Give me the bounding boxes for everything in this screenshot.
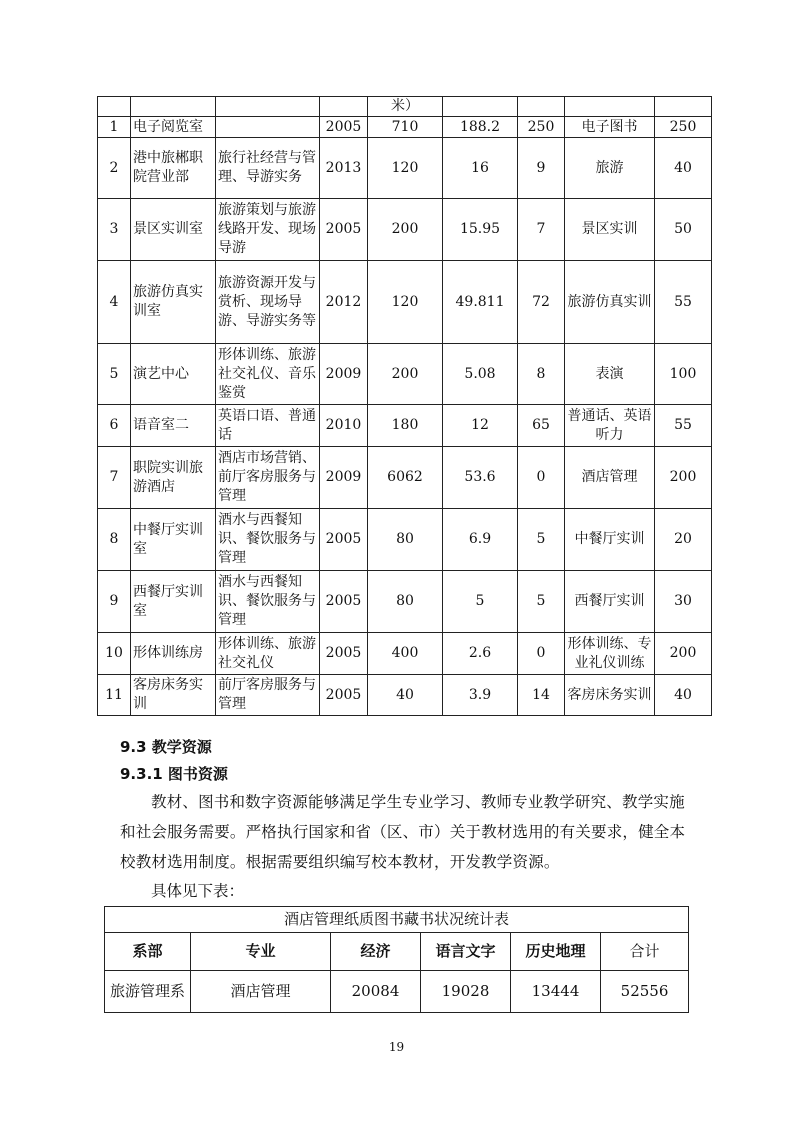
table-intro-text: 具体见下表： bbox=[151, 882, 245, 900]
header-empty-cell bbox=[320, 97, 368, 117]
cell-equipment-value: 3.9 bbox=[443, 675, 518, 716]
cell-number: 9 bbox=[98, 571, 131, 633]
header-empty-cell bbox=[518, 97, 565, 117]
cell-year: 2005 bbox=[320, 509, 368, 571]
facilities-table bbox=[97, 96, 712, 716]
cell-area: 6062 bbox=[368, 447, 443, 509]
cell-number: 4 bbox=[98, 261, 131, 344]
cell-number: 11 bbox=[98, 675, 131, 716]
cell-equipment-units: 250 bbox=[518, 117, 565, 138]
cell-courses: 酒水与西餐知识、餐饮服务与管理 bbox=[216, 509, 320, 571]
cell-equipment-value: 12 bbox=[443, 405, 518, 447]
cell-year: 2005 bbox=[320, 571, 368, 633]
cell-room-name: 职院实训旅游酒店 bbox=[131, 447, 216, 509]
table-row bbox=[98, 571, 712, 633]
cell-equipment-value: 188.2 bbox=[443, 117, 518, 138]
cell-area: 200 bbox=[368, 199, 443, 261]
cell-equipment-value: 49.811 bbox=[443, 261, 518, 344]
cell-number: 2 bbox=[98, 138, 131, 199]
header-empty-cell bbox=[655, 97, 712, 117]
header-empty-cell bbox=[98, 97, 131, 117]
table-row bbox=[98, 117, 712, 138]
cell-room-name: 电子阅览室 bbox=[131, 117, 216, 138]
cell-area: 180 bbox=[368, 405, 443, 447]
cell-area: 400 bbox=[368, 633, 443, 675]
cell-courses: 形体训练、旅游社交礼仪 bbox=[216, 633, 320, 675]
cell-number: 7 bbox=[98, 447, 131, 509]
header-history: 历史地理 bbox=[511, 933, 601, 971]
cell-capacity: 50 bbox=[655, 199, 712, 261]
cell-equipment-units: 14 bbox=[518, 675, 565, 716]
header-empty-cell bbox=[443, 97, 518, 117]
cell-equipment-value: 5.08 bbox=[443, 344, 518, 405]
page-number: 19 bbox=[388, 1040, 405, 1054]
cell-year: 2005 bbox=[320, 633, 368, 675]
table-row bbox=[98, 261, 712, 344]
cell-area: 40 bbox=[368, 675, 443, 716]
cell-year: 2012 bbox=[320, 261, 368, 344]
cell-equipment-units: 7 bbox=[518, 199, 565, 261]
table-row bbox=[98, 138, 712, 199]
header-empty-cell bbox=[216, 97, 320, 117]
table-row bbox=[98, 447, 712, 509]
cell-area: 120 bbox=[368, 261, 443, 344]
cell-training-project: 酒店管理 bbox=[565, 447, 655, 509]
cell-capacity: 55 bbox=[655, 261, 712, 344]
cell-equipment-units: 5 bbox=[518, 509, 565, 571]
section-heading-9-3-1: 9.3.1 图书资源 bbox=[120, 765, 228, 783]
cell-room-name: 港中旅郴职院营业部 bbox=[131, 138, 216, 199]
cell-equipment-units: 0 bbox=[518, 633, 565, 675]
cell-capacity: 40 bbox=[655, 138, 712, 199]
cell-courses: 旅游策划与旅游线路开发、现场导游 bbox=[216, 199, 320, 261]
cell-room-name: 形体训练房 bbox=[131, 633, 216, 675]
cell-training-project: 客房床务实训 bbox=[565, 675, 655, 716]
cell-courses: 酒水与西餐知识、餐饮服务与管理 bbox=[216, 571, 320, 633]
cell-room-name: 语音室二 bbox=[131, 405, 216, 447]
cell-training-project: 形体训练、专业礼仪训练 bbox=[565, 633, 655, 675]
cell-room-name: 景区实训室 bbox=[131, 199, 216, 261]
cell-courses: 旅游资源开发与赏析、现场导游、导游实务等 bbox=[216, 261, 320, 344]
table-row bbox=[98, 675, 712, 716]
table-row bbox=[98, 199, 712, 261]
table-row bbox=[98, 633, 712, 675]
cell-training-project: 景区实训 bbox=[565, 199, 655, 261]
header-empty-cell bbox=[131, 97, 216, 117]
cell-training-project: 中餐厅实训 bbox=[565, 509, 655, 571]
cell-equipment-value: 53.6 bbox=[443, 447, 518, 509]
header-empty-cell bbox=[565, 97, 655, 117]
cell-year: 2010 bbox=[320, 405, 368, 447]
cell-number: 10 bbox=[98, 633, 131, 675]
header-total: 合计 bbox=[601, 933, 689, 971]
cell-training-project: 旅游 bbox=[565, 138, 655, 199]
cell-equipment-value: 6.9 bbox=[443, 509, 518, 571]
cell-training-project: 旅游仿真实训 bbox=[565, 261, 655, 344]
cell-equipment-value: 5 bbox=[443, 571, 518, 633]
cell-total: 52556 bbox=[601, 971, 689, 1013]
cell-equipment-units: 72 bbox=[518, 261, 565, 344]
cell-room-name: 客房床务实训 bbox=[131, 675, 216, 716]
body-paragraph: 教材、图书和数字资源能够满足学生专业学习、教师专业教学研究、教学实施和社会服务需要。严格执行国家和省（区、市）关于教材选用的有关要求，健全本校教材选用制度。根据需要组织编写校本教材，开发教学资源。 bbox=[120, 793, 686, 871]
cell-area: 80 bbox=[368, 509, 443, 571]
cell-year: 2009 bbox=[320, 447, 368, 509]
cell-equipment-units: 5 bbox=[518, 571, 565, 633]
cell-equipment-units: 65 bbox=[518, 405, 565, 447]
cell-equipment-units: 9 bbox=[518, 138, 565, 199]
cell-year: 2005 bbox=[320, 675, 368, 716]
cell-capacity: 20 bbox=[655, 509, 712, 571]
cell-area: 120 bbox=[368, 138, 443, 199]
cell-equipment-units: 0 bbox=[518, 447, 565, 509]
cell-year: 2009 bbox=[320, 344, 368, 405]
cell-history: 13444 bbox=[511, 971, 601, 1013]
cell-training-project: 表演 bbox=[565, 344, 655, 405]
cell-room-name: 中餐厅实训室 bbox=[131, 509, 216, 571]
cell-courses bbox=[216, 117, 320, 138]
cell-training-project: 电子图书 bbox=[565, 117, 655, 138]
cell-capacity: 30 bbox=[655, 571, 712, 633]
table-row bbox=[98, 344, 712, 405]
cell-courses: 前厅客房服务与管理 bbox=[216, 675, 320, 716]
header-major: 专业 bbox=[191, 933, 331, 971]
cell-room-name: 演艺中心 bbox=[131, 344, 216, 405]
cell-number: 5 bbox=[98, 344, 131, 405]
cell-courses: 英语口语、普通话 bbox=[216, 405, 320, 447]
cell-equipment-value: 2.6 bbox=[443, 633, 518, 675]
cell-capacity: 40 bbox=[655, 675, 712, 716]
cell-year: 2005 bbox=[320, 117, 368, 138]
header-fragment: 米） bbox=[368, 97, 443, 117]
table-row-header-fragment bbox=[98, 97, 712, 117]
cell-capacity: 200 bbox=[655, 633, 712, 675]
header-department: 系部 bbox=[105, 933, 191, 971]
cell-capacity: 55 bbox=[655, 405, 712, 447]
cell-language: 19028 bbox=[421, 971, 511, 1013]
cell-capacity: 250 bbox=[655, 117, 712, 138]
cell-equipment-value: 15.95 bbox=[443, 199, 518, 261]
cell-courses: 酒店市场营销、前厅客房服务与管理 bbox=[216, 447, 320, 509]
cell-number: 8 bbox=[98, 509, 131, 571]
cell-training-project: 西餐厅实训 bbox=[565, 571, 655, 633]
cell-year: 2005 bbox=[320, 199, 368, 261]
cell-year: 2013 bbox=[320, 138, 368, 199]
section-heading-9-3: 9.3 教学资源 bbox=[120, 738, 212, 756]
cell-number: 3 bbox=[98, 199, 131, 261]
table-row bbox=[98, 405, 712, 447]
cell-area: 80 bbox=[368, 571, 443, 633]
cell-capacity: 200 bbox=[655, 447, 712, 509]
cell-equipment-value: 16 bbox=[443, 138, 518, 199]
cell-economics: 20084 bbox=[331, 971, 421, 1013]
cell-training-project: 普通话、英语听力 bbox=[565, 405, 655, 447]
header-language: 语言文字 bbox=[421, 933, 511, 971]
header-economics: 经济 bbox=[331, 933, 421, 971]
cell-department: 旅游管理系 bbox=[105, 971, 191, 1013]
table-row bbox=[98, 509, 712, 571]
cell-room-name: 旅游仿真实训室 bbox=[131, 261, 216, 344]
cell-capacity: 100 bbox=[655, 344, 712, 405]
cell-area: 710 bbox=[368, 117, 443, 138]
cell-number: 6 bbox=[98, 405, 131, 447]
cell-major: 酒店管理 bbox=[191, 971, 331, 1013]
cell-courses: 形体训练、旅游社交礼仪、音乐鉴赏 bbox=[216, 344, 320, 405]
cell-number: 1 bbox=[98, 117, 131, 138]
books-table bbox=[104, 906, 689, 1013]
cell-courses: 旅行社经营与管理、导游实务 bbox=[216, 138, 320, 199]
books-table-caption: 酒店管理纸质图书藏书状况统计表 bbox=[105, 907, 689, 933]
cell-area: 200 bbox=[368, 344, 443, 405]
cell-room-name: 西餐厅实训室 bbox=[131, 571, 216, 633]
cell-equipment-units: 8 bbox=[518, 344, 565, 405]
